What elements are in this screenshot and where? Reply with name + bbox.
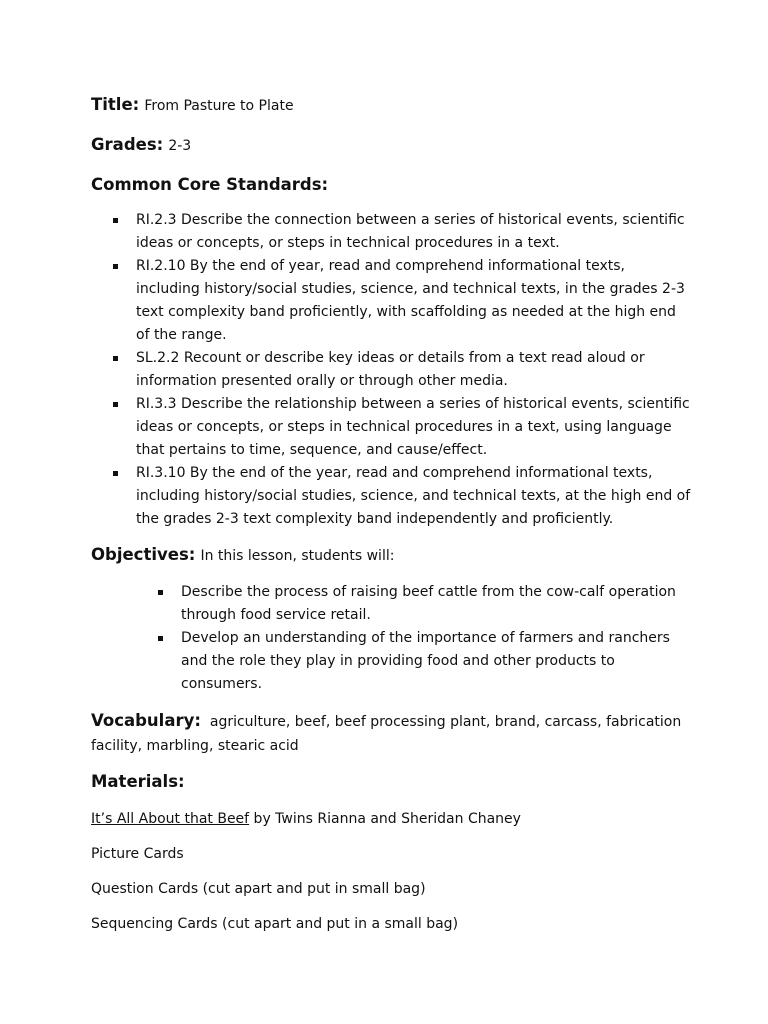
objectives-label: Objectives: [91,545,196,564]
standards-list [91,209,691,531]
objectives-intro: In this lesson, students will: [200,548,395,564]
objectives-list [91,581,691,696]
title-value: From Pasture to Plate [144,98,294,114]
bullet-icon [113,471,118,476]
list-item [136,209,691,255]
grades-value: 2-3 [168,138,192,154]
list-item [136,393,691,462]
list-item [181,581,691,627]
standard-text: RI.3.3 Describe the relationship between a series of historical events, scientific ideas or concepts, or steps in technical procedures in a text, using language that pertains to time, sequence, and cause/effect. [136,396,690,458]
objective-text: Describe the process of raising beef cattle from the cow-calf operation through food service retail. [181,584,676,623]
title-line [91,94,691,117]
grades-line [91,134,691,157]
bullet-icon [113,356,118,361]
objectives-line [91,544,691,567]
materials-heading: Materials: [91,772,185,791]
material-item: Question Cards (cut apart and put in small bag) [91,881,426,897]
bullet-icon [113,264,118,269]
standards-heading: Common Core Standards: [91,175,329,194]
vocabulary-label: Vocabulary: [91,711,201,730]
book-authors: by Twins Rianna and Sheridan Chaney [249,811,521,827]
title-label: Title: [91,95,140,114]
bullet-icon [113,402,118,407]
list-item [136,255,691,347]
bullet-icon [113,218,118,223]
standard-text: SL.2.2 Recount or describe key ideas or details from a text read aloud or information presented orally or through other media. [136,350,645,389]
list-item [181,627,691,696]
objective-text: Develop an understanding of the importance of farmers and ranchers and the role they play in providing food and other products to consumers. [181,630,670,692]
material-item: Picture Cards [91,846,184,862]
bullet-icon [158,636,163,641]
book-title: It’s All About that Beef [91,811,250,827]
material-book [91,808,691,830]
list-item [136,462,691,531]
bullet-icon [158,590,163,595]
grades-label: Grades: [91,135,164,154]
material-item: Sequencing Cards (cut apart and put in a small bag) [91,916,459,932]
vocabulary-value: agriculture, beef, beef processing plant, brand, carcass, fabrication facility, marbling, stearic acid [91,714,682,754]
vocabulary-block [91,709,691,758]
list-item [136,347,691,393]
standard-text: RI.2.10 By the end of year, read and comprehend informational texts, including history/social studies, science, and technical texts, in the grades 2-3 text complexity band proficiently, with scaffolding as needed at the high end of the range. [136,258,685,343]
lesson-plan-page [91,94,691,935]
standard-text: RI.2.3 Describe the connection between a series of historical events, scientific ideas or concepts, or steps in technical procedures in a text. [136,212,685,251]
standard-text: RI.3.10 By the end of the year, read and comprehend informational texts, including history/social studies, science, and technical texts, at the high end of the grades 2-3 text complexity band independently and proficiently. [136,465,691,527]
